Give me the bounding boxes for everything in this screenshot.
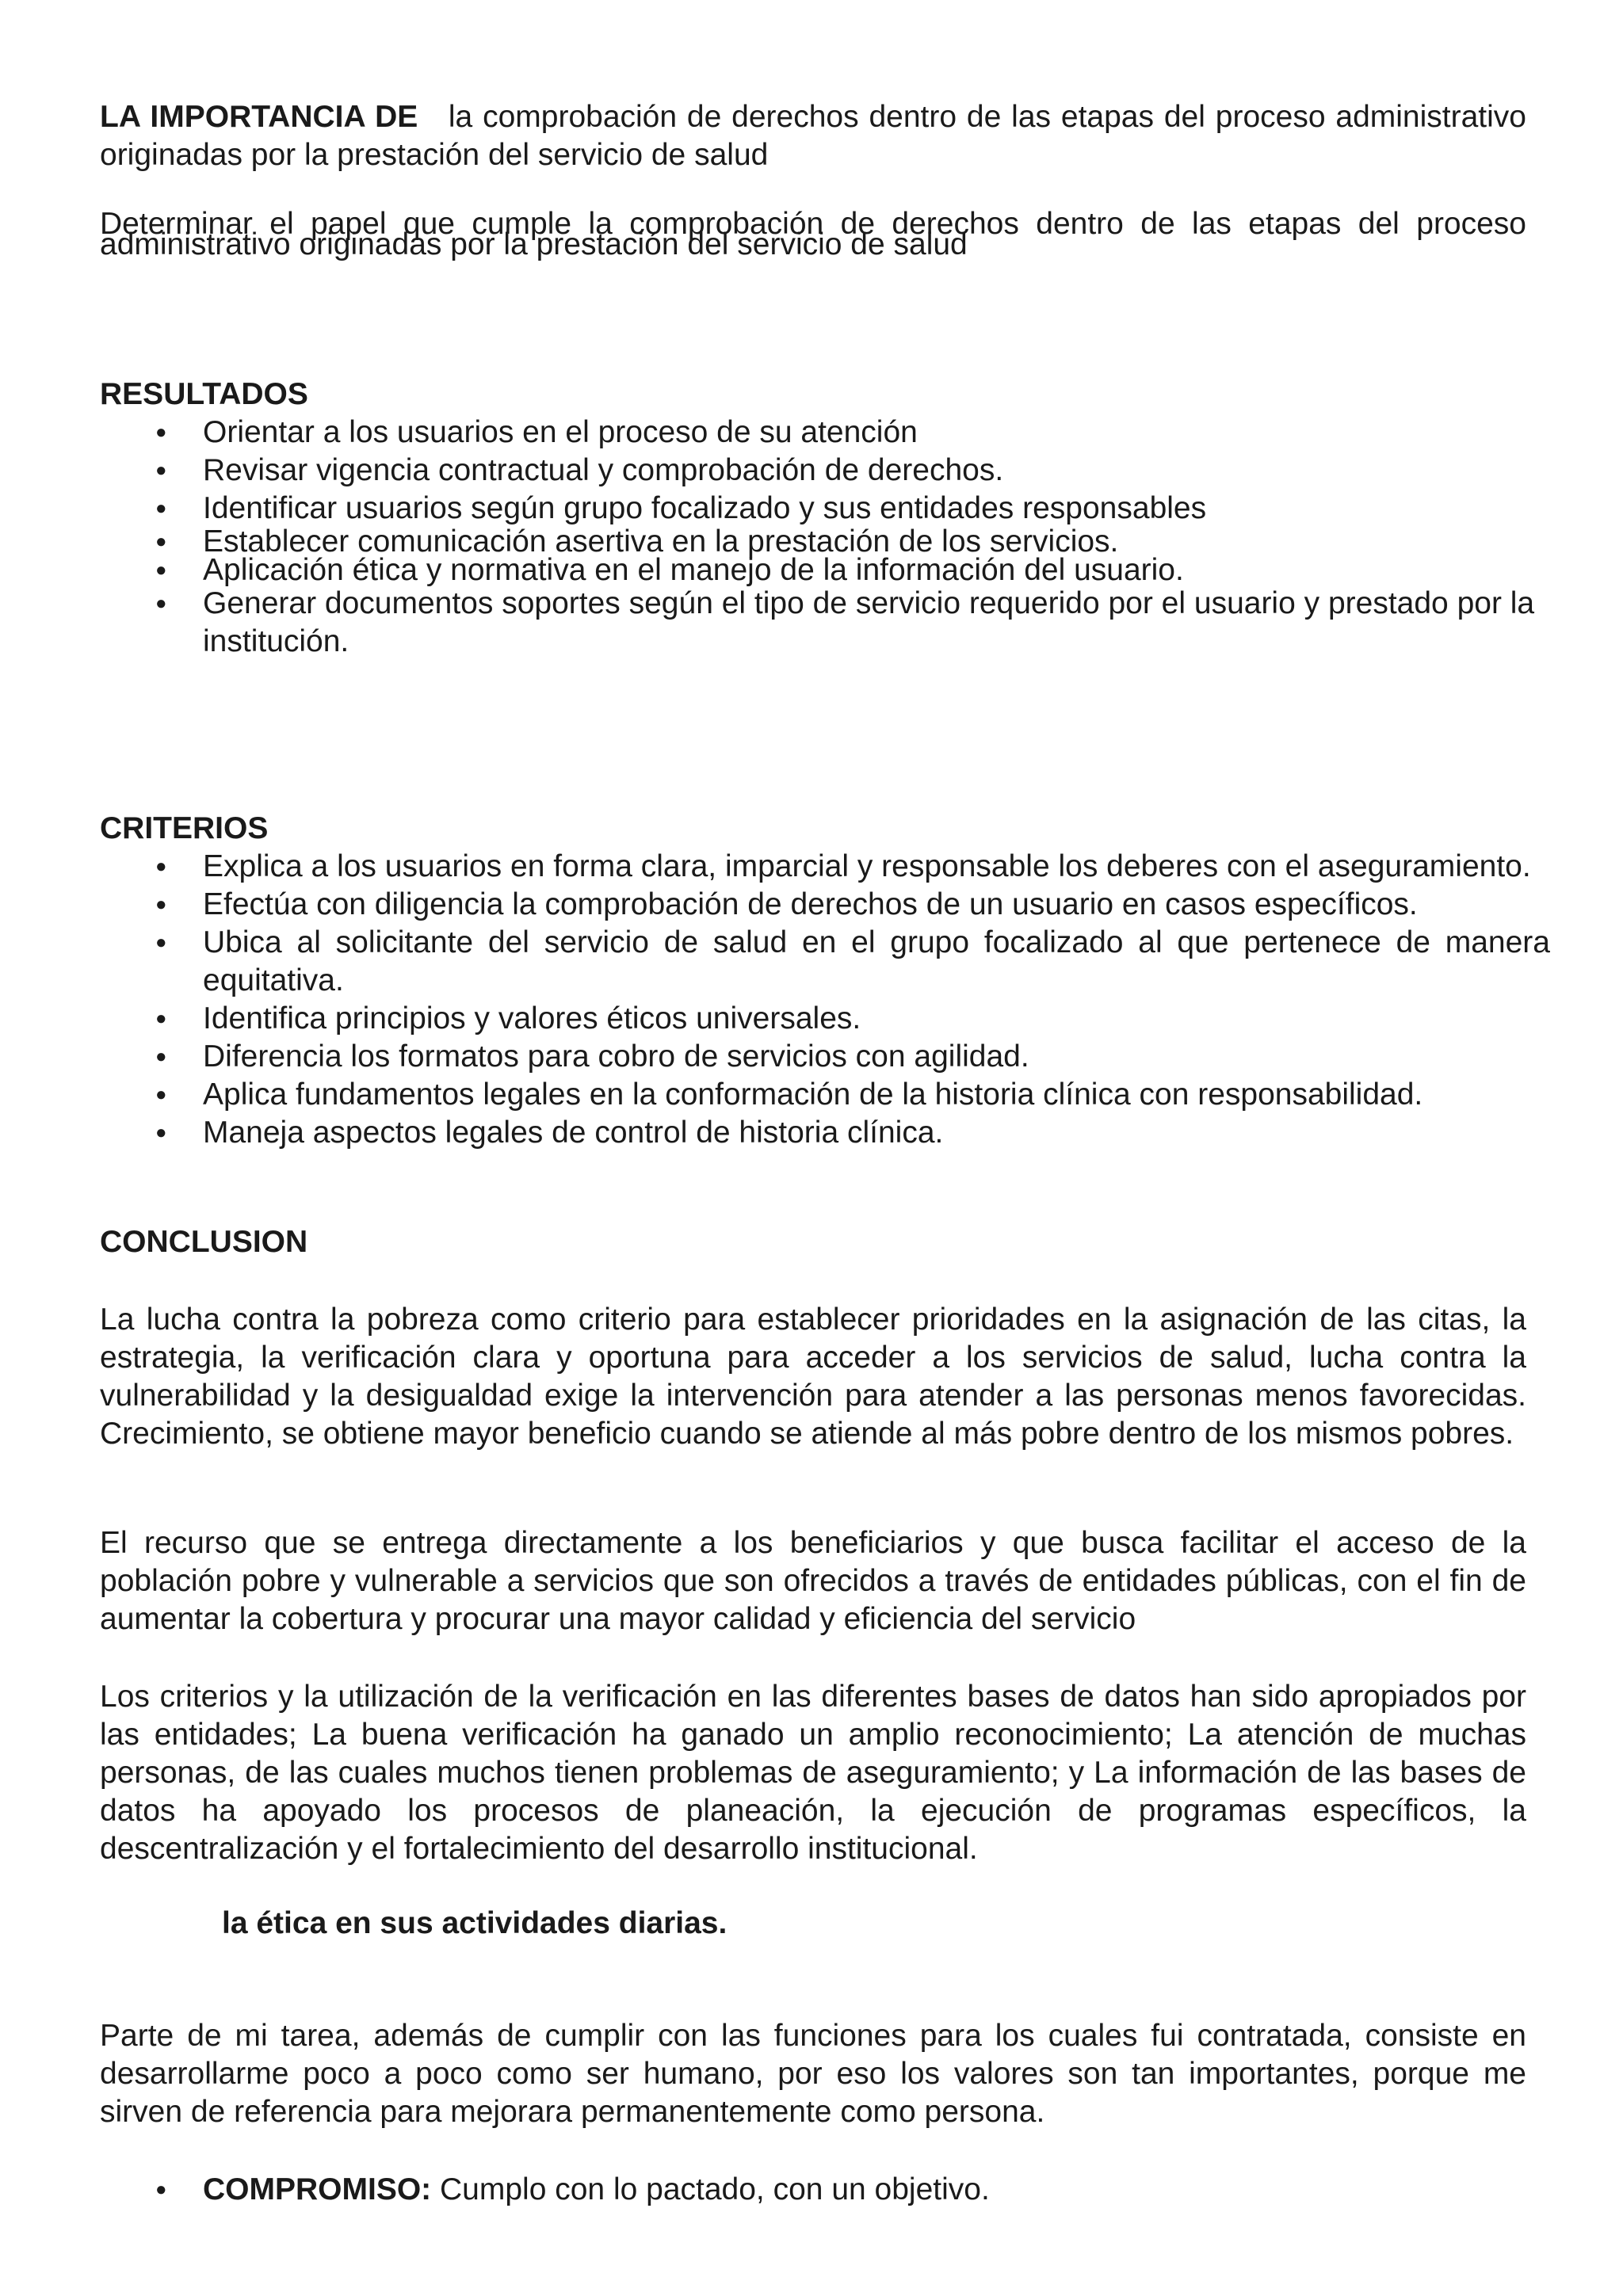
- conclusion-paragraph-3: Los criterios y la utilización de la verificación en las diferentes bases de datos han sido apropiados por las entidades; La buena verificación ha ganado un amplio reconocimiento; La atención de muchas personas, de las cuales muchos tienen problemas de aseguramiento; y La información de las bases de datos ha apoyado los procesos de planeación, la ejecución de programas específicos, la descentralización y el fortalecimiento del desarrollo institucional.: [100, 1680, 1526, 1866]
- etica-heading: la ética en sus actividades diarias.: [222, 1906, 727, 1940]
- criterios-list: [100, 848, 1550, 1152]
- list-item: ● Diferencia los formatos para cobro de servicios con agilidad.: [100, 1038, 1550, 1076]
- conclusion-heading: CONCLUSION: [100, 1225, 308, 1259]
- intro-title-rest: la comprobación de derechos dentro de las etapas del proceso administrativo originadas por la prestación del servicio de salud: [100, 100, 1526, 172]
- intro-title: [100, 98, 1526, 174]
- list-item: ● Explica a los usuarios en forma clara, imparcial y responsable los deberes con el aseguramiento.: [100, 848, 1550, 886]
- list-item: ● Aplica fundamentos legales en la conformación de la historia clínica con responsabilidad.: [100, 1076, 1550, 1114]
- list-item: ● Revisar vigencia contractual y comprobación de derechos.: [100, 452, 1550, 490]
- value-text: Cumplo con lo pactado, con un objetivo.: [440, 2172, 990, 2206]
- intro-title-bold: LA IMPORTANCIA DE: [100, 100, 418, 134]
- list-item: ● Efectúa con diligencia la comprobación de derechos de un usuario en casos específicos.: [100, 886, 1550, 924]
- conclusion-paragraph-2: El recurso que se entrega directamente a los beneficiarios y que busca facilitar el acceso de la población pobre y vulnerable a servicios que son ofrecidos a través de entidades públicas, con el fin de aumentar la cobertura y procurar una mayor calidad y eficiencia del servicio: [100, 1526, 1526, 1636]
- valores-list: [100, 2171, 1550, 2209]
- list-item: ● Maneja aspectos legales de control de historia clínica.: [100, 1114, 1550, 1152]
- value-label: COMPROMISO:: [203, 2172, 432, 2206]
- list-item: ● Orientar a los usuarios en el proceso de su atención: [100, 414, 1550, 452]
- resultados-list: [100, 414, 1550, 661]
- list-item: ● Identificar usuarios según grupo focalizado y sus entidades responsables: [100, 490, 1550, 528]
- criterios-heading: CRITERIOS: [100, 811, 269, 845]
- etica-paragraph: Parte de mi tarea, además de cumplir con las funciones para los cuales fui contratada, consiste en desarrollarme poco a poco como ser humano, por eso los valores son tan importantes, porque me sirven de referencia para mejorara permanentemente como persona.: [100, 2019, 1526, 2129]
- list-item: ● Ubica al solicitante del servicio de salud en el grupo focalizado al que pertenece de manera equitativa.: [100, 924, 1550, 1000]
- list-item: ● Generar documentos soportes según el tipo de servicio requerido por el usuario y prestado por la institución.: [100, 585, 1550, 661]
- list-item: ● Identifica principios y valores éticos universales.: [100, 1000, 1550, 1038]
- list-item: ● Aplicación ética y normativa en el manejo de la información del usuario.: [100, 556, 1550, 585]
- list-item-compromiso: [100, 2171, 1550, 2209]
- list-item: ● Establecer comunicación asertiva en la prestación de los servicios.: [100, 528, 1550, 556]
- intro-objective: Determinar el papel que cumple la comprobación de derechos dentro de las etapas del proceso administrativo originadas por la prestación del servicio de salud: [100, 207, 1526, 261]
- conclusion-paragraph-1: La lucha contra la pobreza como criterio para establecer prioridades en la asignación de las citas, la estrategia, la verificación clara y oportuna para acceder a los servicios de salud, lucha contra la vulnerabilidad y la desigualdad exige la intervención para atender a las personas menos favorecidas. Crecimiento, se obtiene mayor beneficio cuando se atiende al más pobre dentro de los mismos pobres.: [100, 1302, 1526, 1451]
- resultados-heading: RESULTADOS: [100, 377, 308, 411]
